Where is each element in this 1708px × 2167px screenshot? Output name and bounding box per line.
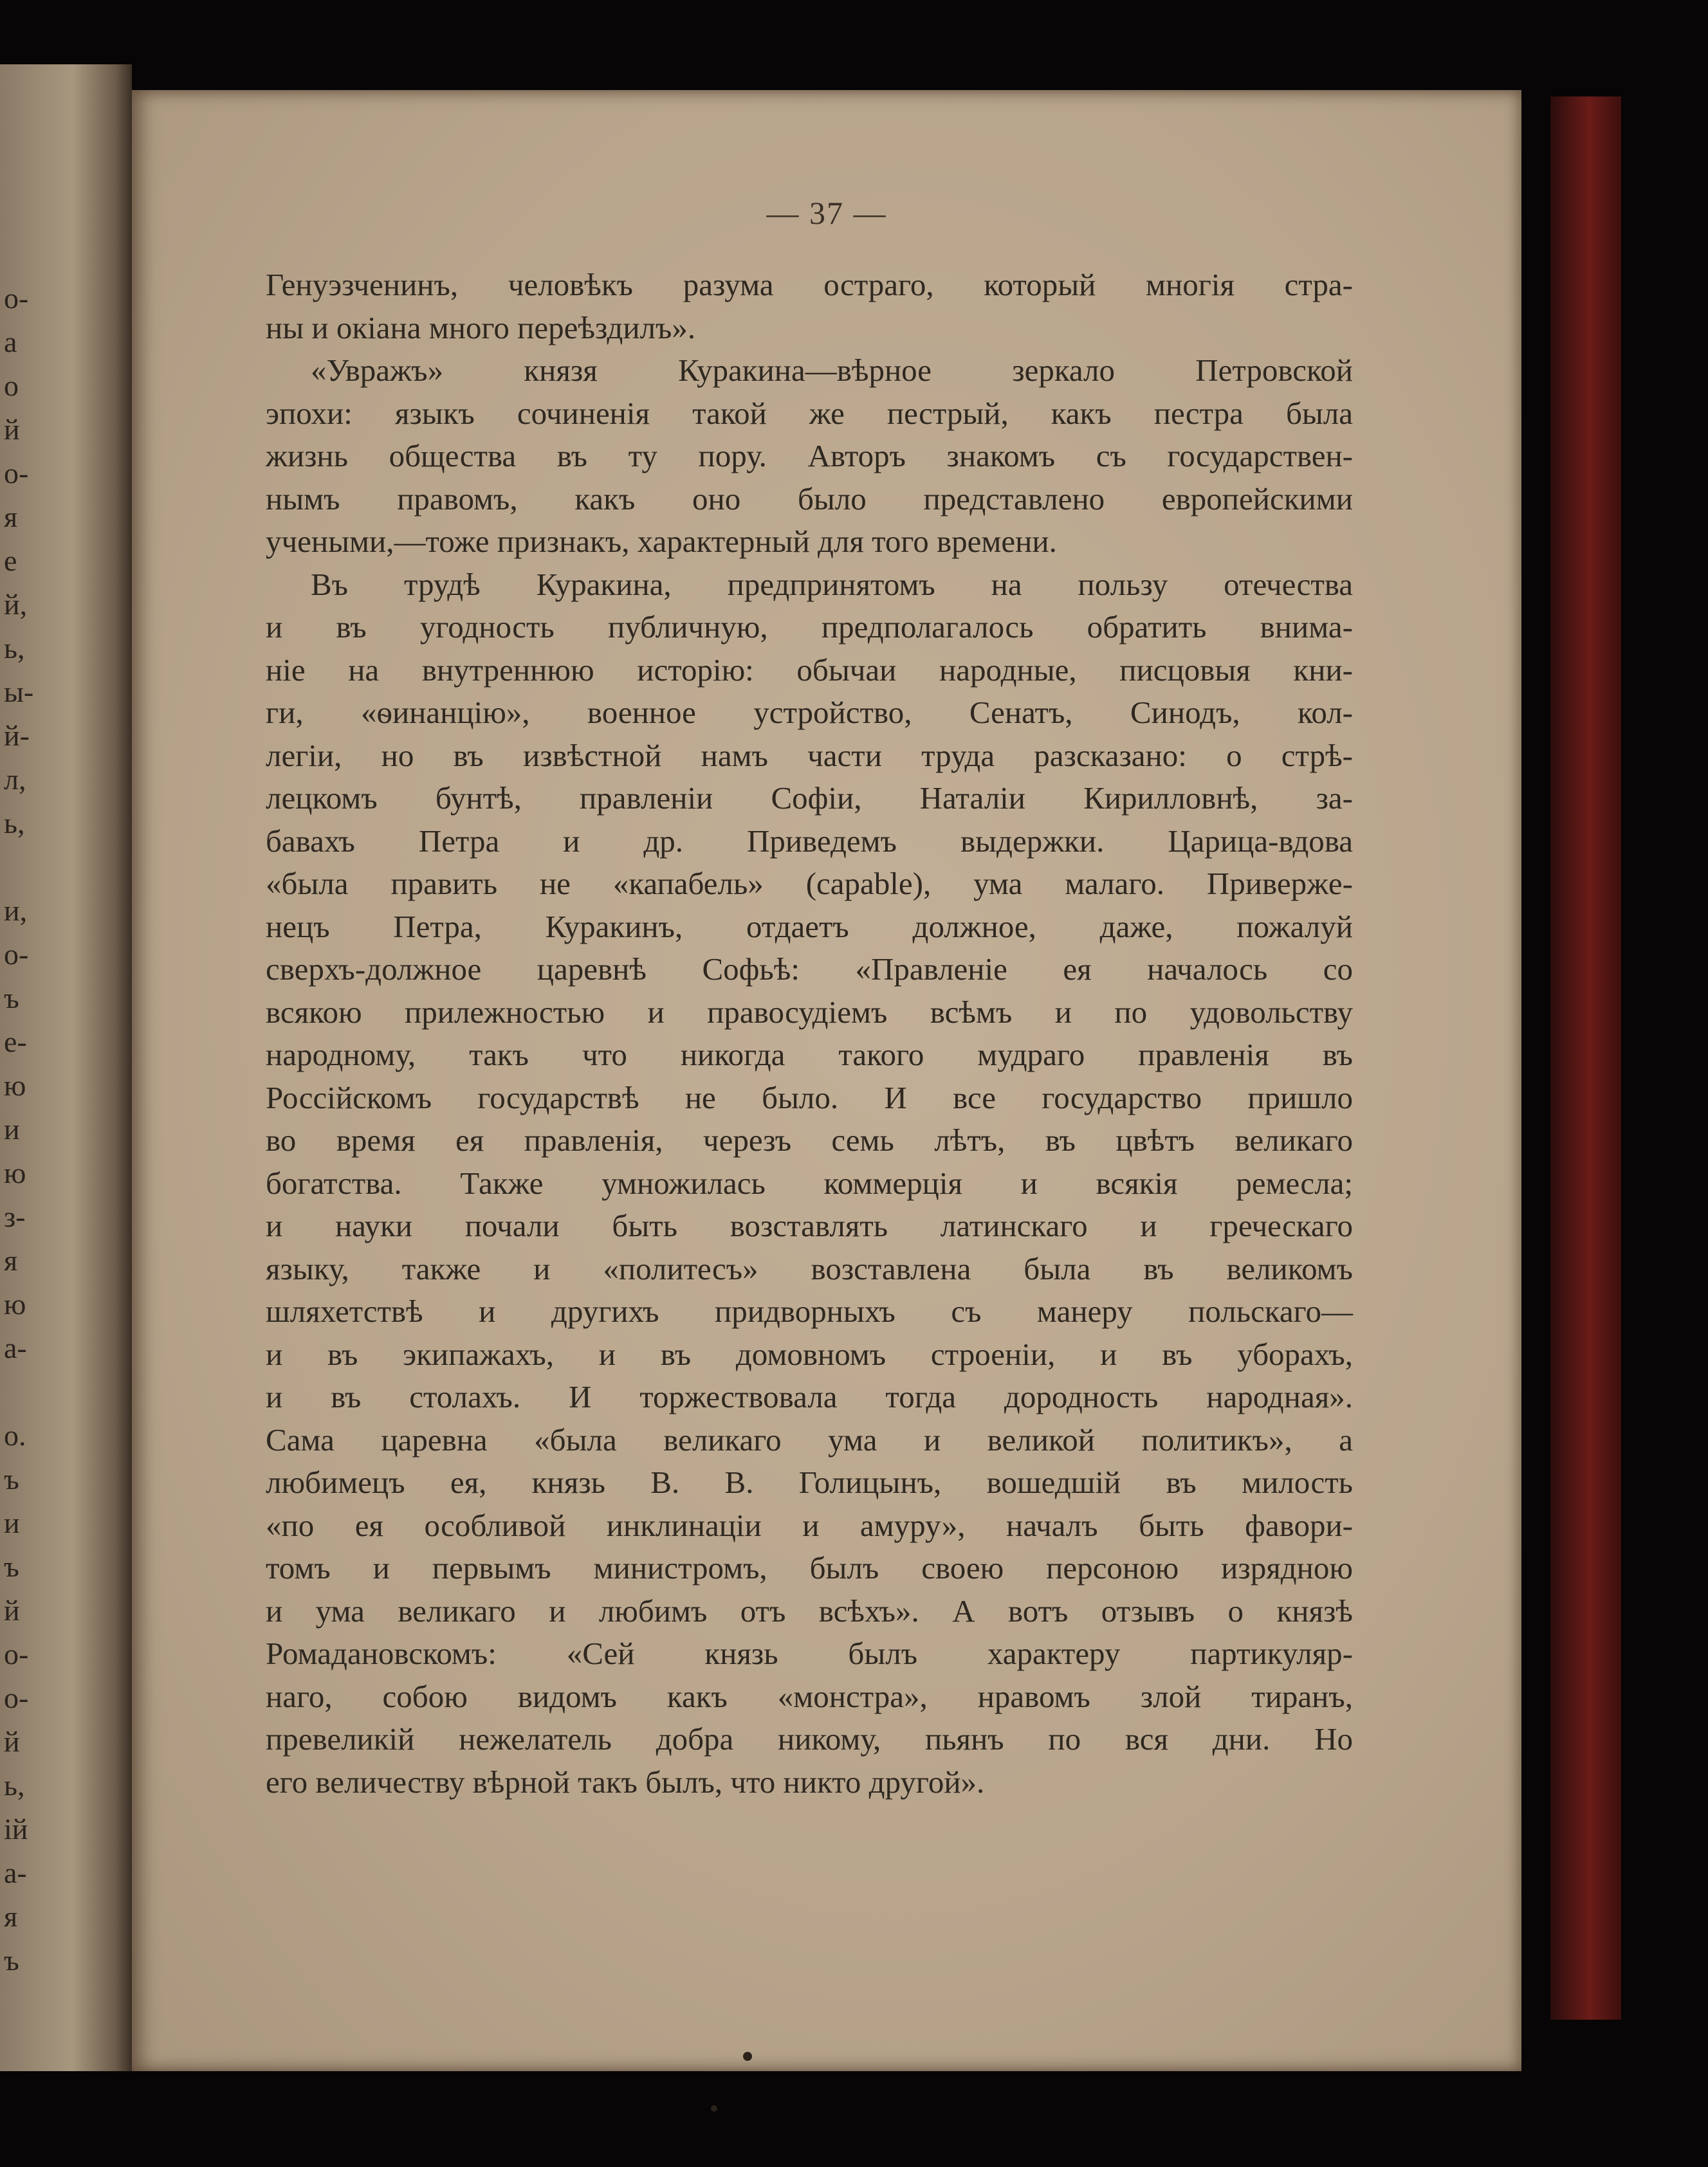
left-page-fragment: я (4, 1900, 18, 1933)
ink-speck (743, 2052, 752, 2061)
left-page-fragment: е (4, 544, 17, 577)
text-line: нымъ правомъ, какъ оно было представлено европейскими (266, 480, 1353, 517)
left-page-fragment: а- (4, 1856, 27, 1889)
left-page-fragment: о. (4, 1419, 26, 1452)
left-page-fragment: я (4, 1244, 18, 1277)
text-line: любимецъ ея, князь В. В. Голицынъ, вошедшій въ милость (266, 1465, 1353, 1500)
text-line: всякою прилежностью и правосудіемъ всѣмъ и по удовольству (266, 994, 1353, 1030)
text-line: томъ и первымъ министромъ, былъ своею персоною изрядною (266, 1550, 1353, 1586)
text-line: нецъ Петра, Куракинъ, отдаетъ должное, даже, пожалуй (266, 908, 1353, 944)
left-page-fragment: ъ (4, 1463, 19, 1495)
text-line: Сама царевна «была великаго ума и великой политикъ», а (266, 1422, 1353, 1458)
left-page-edge (0, 64, 132, 2071)
text-line: легіи, но въ извѣстной намъ части труда разсказано: о стрѣ- (266, 737, 1353, 773)
text-line: жизнь общества въ ту пору. Авторъ знакомъ съ государствен- (266, 438, 1353, 473)
text-line: бавахъ Петра и др. Приведемъ выдержки. Царица-вдова (266, 823, 1353, 859)
left-page-fragment: й (4, 1725, 20, 1758)
left-page-fragment: л, (4, 763, 26, 796)
left-page-fragment: о- (4, 282, 29, 315)
book-cover-edge (1550, 96, 1621, 2020)
left-page-fragment: ь, (4, 632, 25, 664)
page-number: — 37 — (766, 195, 887, 231)
text-line: «Увражъ» князя Куракина—вѣрное зеркало Петровской (311, 352, 1353, 388)
left-page-fragment: й (4, 413, 20, 446)
left-page-fragment: ы- (4, 675, 34, 708)
paragraph (266, 349, 1353, 563)
page-body-text (266, 264, 1353, 1804)
left-page-fragment: з- (4, 1200, 26, 1233)
text-line: ніе на внутреннюю исторію: обычаи народные, писцовыя кни- (266, 652, 1353, 688)
left-page-fragment: й- (4, 719, 30, 752)
left-page-fragment: ъ (4, 1550, 19, 1583)
left-page-fragment: о- (4, 1681, 29, 1714)
left-page-fragment: е- (4, 1025, 27, 1058)
text-line: народному, такъ что никогда такого мудраго правленія въ (266, 1037, 1353, 1072)
left-page-fragment: и (4, 1113, 20, 1146)
text-line: шляхетствѣ и другихъ придворныхъ съ манеру польскаго— (266, 1294, 1353, 1329)
left-page-fragment: ъ (4, 1944, 19, 1977)
left-page-fragment (0, 845, 29, 889)
paragraph (266, 264, 1353, 349)
text-line: наго, собою видомъ какъ «монстра», нравомъ злой тиранъ, (266, 1678, 1353, 1714)
left-page-fragment: й (4, 1594, 20, 1627)
text-line: и въ столахъ. И торжествовала тогда дородность народная». (266, 1379, 1353, 1414)
left-page-fragment: ю (4, 1069, 26, 1102)
left-page-fragment: о (4, 369, 19, 402)
text-line: учеными,—тоже признакъ, характерный для того времени. (266, 524, 1057, 559)
text-line: Въ трудѣ Куракина, предпринятомъ на пользу отечества (311, 566, 1353, 602)
text-line: и въ угодность публичную, предполагалось обратить внима- (266, 609, 1353, 645)
text-line: Ромадановскомъ: «Сей князь былъ характеру партикуляр- (266, 1636, 1353, 1671)
text-line: ги, «ѳинанцію», военное устройство, Сенатъ, Синодъ, кол- (266, 695, 1353, 730)
paragraph (266, 563, 1353, 1804)
text-line: во время ея правленія, черезъ семь лѣтъ, въ цвѣтъ великаго (266, 1122, 1353, 1158)
left-page-fragment: о- (4, 938, 29, 971)
left-page-fragment: й, (4, 588, 28, 621)
text-line: языку, также и «политесъ» возставлена была въ великомъ (266, 1250, 1353, 1286)
left-page-text-fragments (0, 277, 34, 1982)
left-page-fragment: о- (4, 1638, 29, 1670)
text-line: лецкомъ бунтѣ, правленіи Софіи, Наталіи Кирилловнѣ, за- (266, 780, 1353, 816)
left-page-fragment: ь, (4, 1769, 25, 1802)
left-page-fragment: ю (4, 1288, 26, 1321)
text-line: и науки почали быть возставлять латинскаго и греческаго (266, 1208, 1353, 1243)
left-page-fragment: ь, (4, 807, 25, 839)
book-page (132, 90, 1521, 2071)
left-page-fragment: и (4, 1506, 20, 1539)
left-page-fragment: о- (4, 457, 29, 489)
text-line: Генуэзченинъ, человѣкъ разума остраго, который многія стра- (266, 267, 1353, 302)
left-page-fragment: а- (4, 1331, 27, 1364)
text-line: «по ея особливой инклинаціи и амуру», началъ быть фавори- (266, 1507, 1353, 1543)
text-line: превеликій нежелатель добра никому, пьянъ по вся дни. Но (266, 1721, 1353, 1757)
left-page-fragment (0, 1370, 29, 1414)
text-line: богатства. Также умножилась коммерція и всякія ремесла; (266, 1165, 1353, 1201)
left-page-fragment: а (4, 325, 17, 358)
text-line: и въ экипажахъ, и въ домовномъ строеніи, и въ уборахъ, (266, 1336, 1353, 1372)
text-line: эпохи: языкъ сочиненія такой же пестрый, какъ пестра была (266, 395, 1353, 431)
text-line: сверхъ-должное царевнѣ Софьѣ: «Правленіе ея началось со (266, 951, 1353, 987)
ink-speck (711, 2105, 717, 2112)
text-line: ны и окіана много переѣздилъ». (266, 309, 696, 345)
text-line: «была править не «капабель» (capable), ума малаго. Привержe- (266, 866, 1353, 901)
left-page-fragment: ій (4, 1813, 28, 1845)
text-line: Россійскомъ государствѣ не было. И все государство пришло (266, 1079, 1353, 1115)
left-page-fragment: и, (4, 894, 28, 927)
left-page-fragment: ъ (4, 982, 19, 1014)
left-page-fragment: ю (4, 1157, 26, 1189)
text-line: его величеству вѣрной такъ былъ, что никто другой». (266, 1764, 985, 1800)
left-page-fragment: я (4, 500, 18, 533)
text-line: и ума великаго и любимъ отъ всѣхъ». А вотъ отзывъ о князѣ (266, 1593, 1353, 1629)
